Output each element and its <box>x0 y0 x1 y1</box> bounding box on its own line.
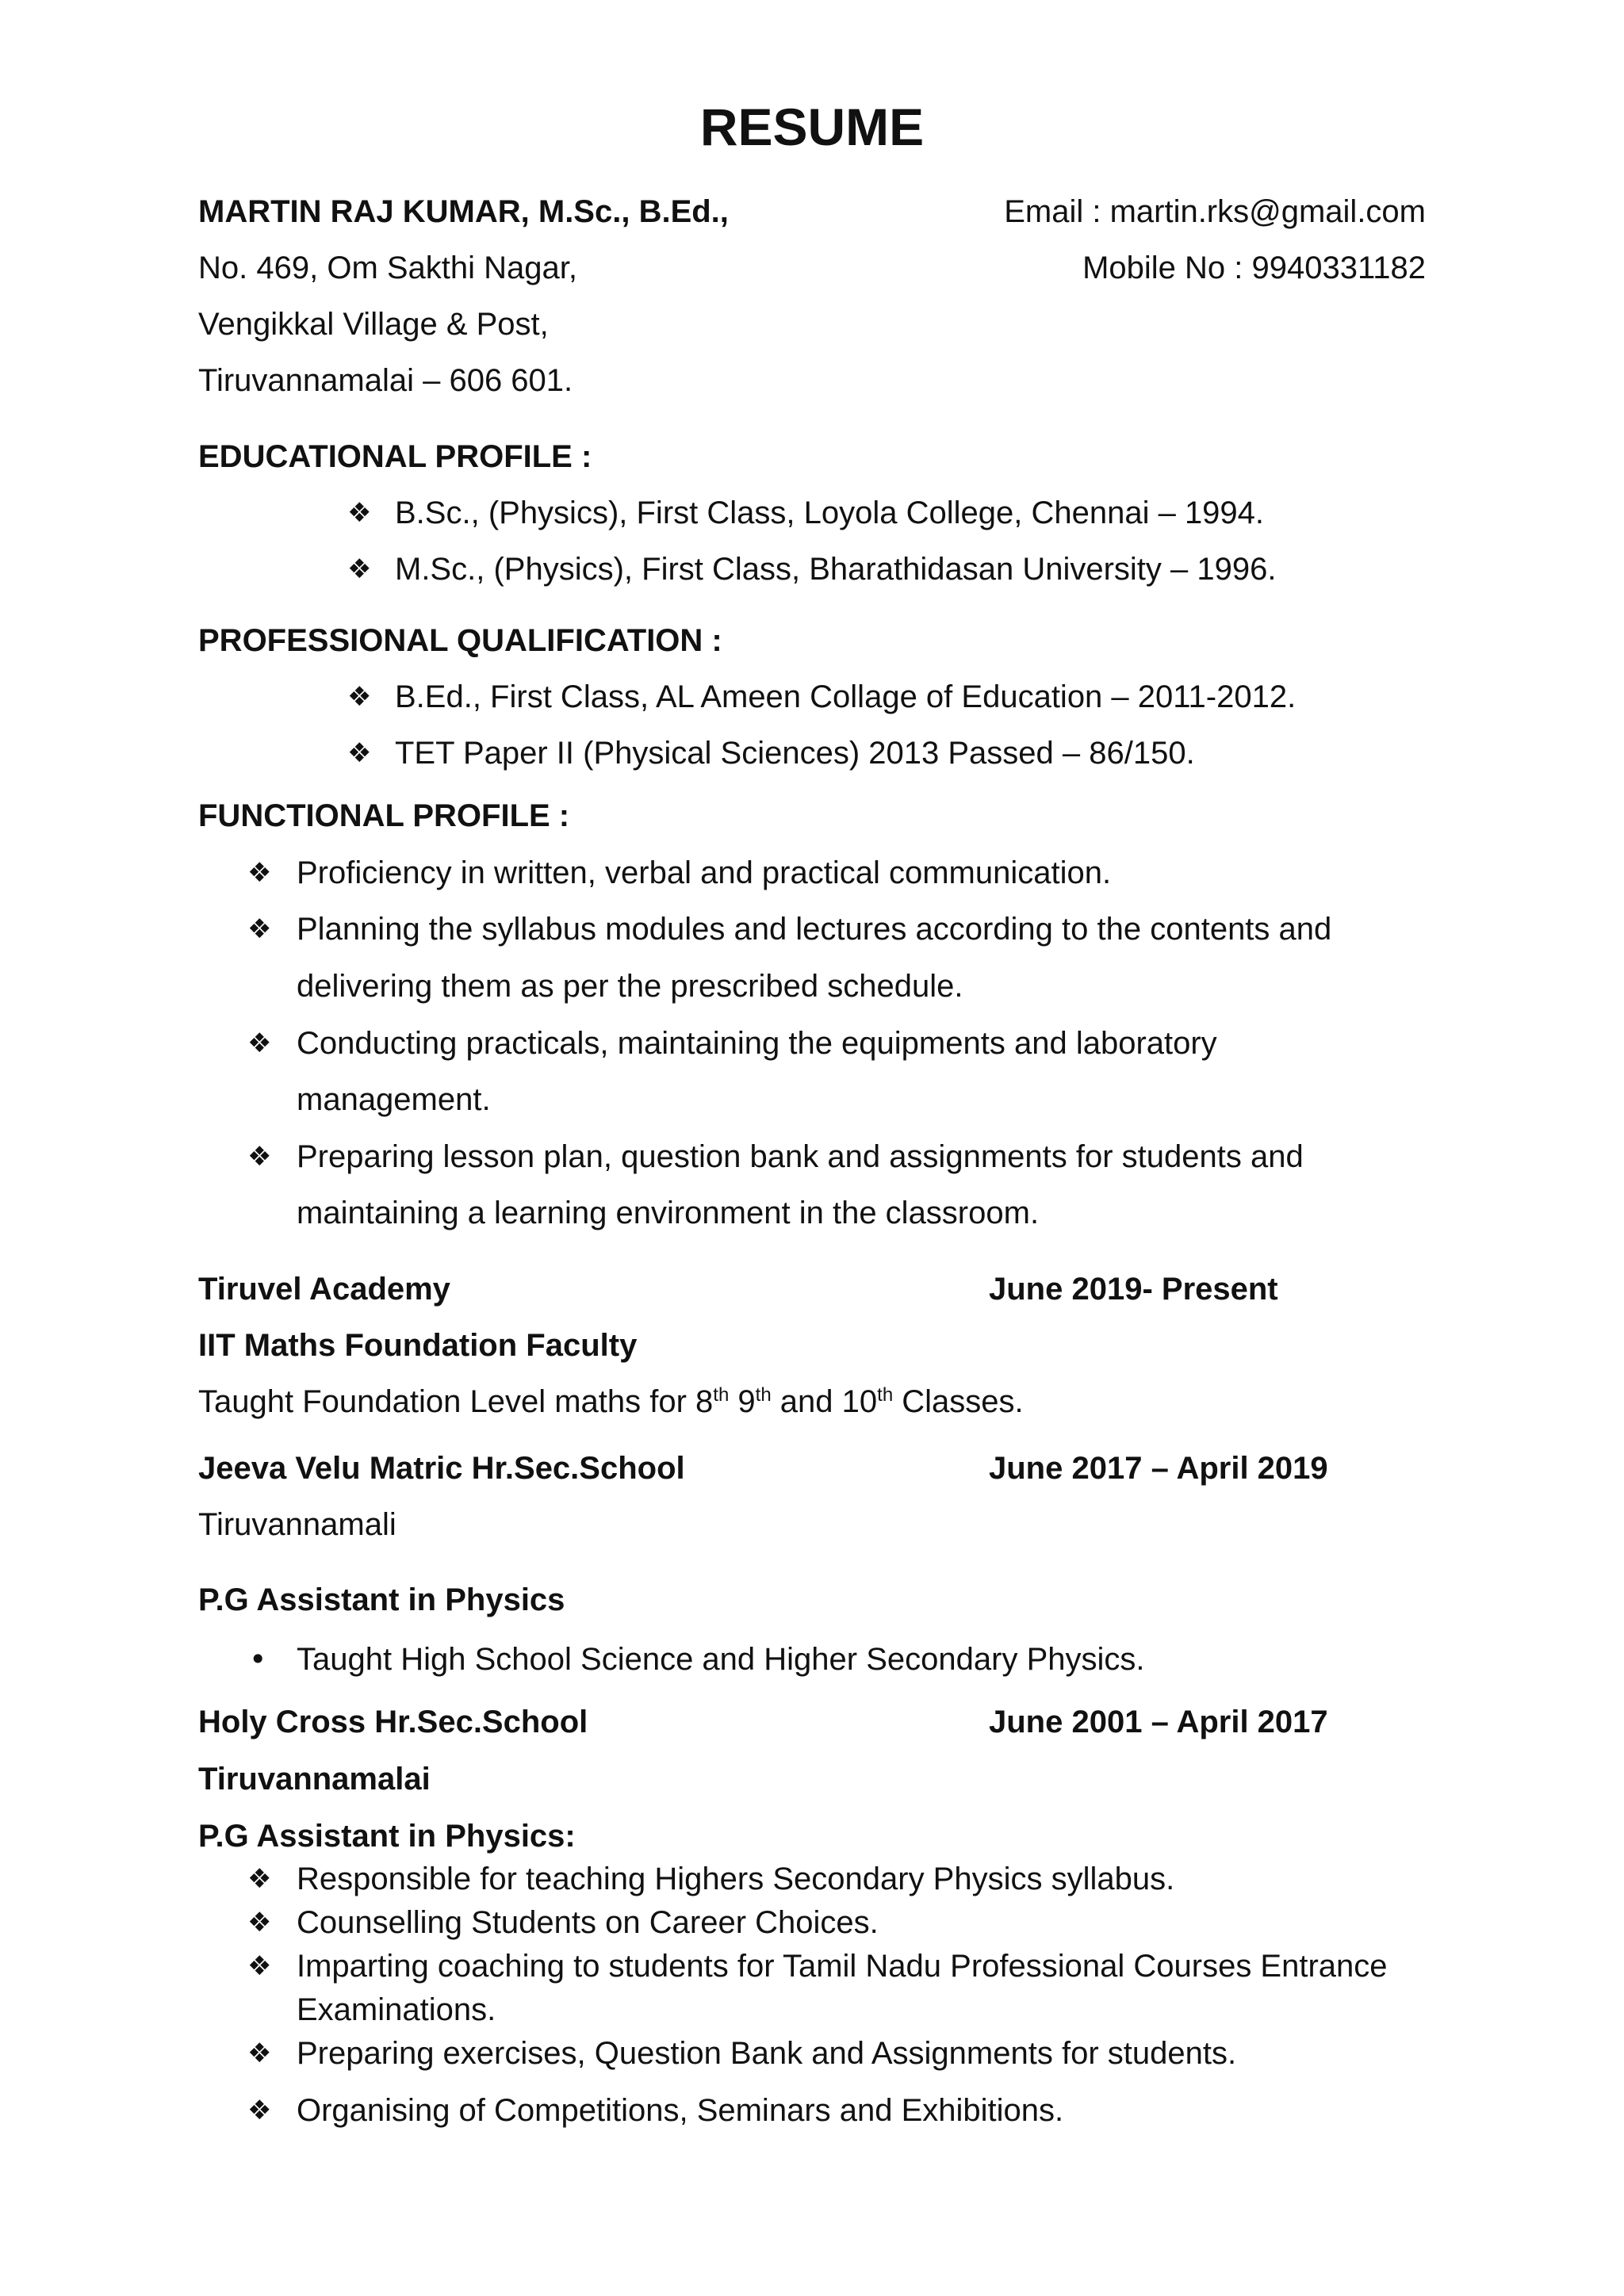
address-line-2: Vengikkal Village & Post, <box>198 307 549 342</box>
job-duty-item: Taught High School Science and Higher Secondary Physics. <box>297 1642 1145 1677</box>
bullet-diamond-icon: ❖ <box>247 913 272 945</box>
bullet-diamond-icon: ❖ <box>247 1950 272 1982</box>
job-description: Taught Foundation Level maths for 8th 9th and 10th Classes. <box>198 1384 1024 1419</box>
bullet-diamond-icon: ❖ <box>247 1141 272 1173</box>
address-line-1: No. 469, Om Sakthi Nagar, <box>198 251 578 285</box>
job-role: IIT Maths Foundation Faculty <box>198 1328 638 1363</box>
bullet-diamond-icon: ❖ <box>347 553 372 585</box>
bullet-diamond-icon: ❖ <box>247 1863 272 1895</box>
job-duty-item: Imparting coaching to students for Tamil Nadu Professional Courses Entrance <box>297 1949 1388 1984</box>
qualification-item: TET Paper II (Physical Sciences) 2013 Passed – 86/150. <box>395 736 1195 771</box>
employment-period: June 2001 – April 2017 <box>989 1705 1328 1739</box>
professional-heading: PROFESSIONAL QUALIFICATION : <box>198 623 722 658</box>
email-line: Email : martin.rks@gmail.com <box>1004 194 1426 229</box>
employment-period: June 2017 – April 2019 <box>989 1451 1328 1486</box>
mobile-line: Mobile No : 9940331182 <box>1082 251 1426 285</box>
job-role: P.G Assistant in Physics <box>198 1582 565 1617</box>
bullet-diamond-icon: ❖ <box>247 1027 272 1059</box>
bullet-diamond-icon: ❖ <box>347 737 372 769</box>
functional-item: Planning the syllabus modules and lectures according to the contents and <box>297 912 1332 947</box>
qualification-item: B.Ed., First Class, AL Ameen Collage of Education – 2011-2012. <box>395 679 1297 714</box>
bullet-diamond-icon: ❖ <box>347 497 372 529</box>
education-item: B.Sc., (Physics), First Class, Loyola College, Chennai – 1994. <box>395 496 1265 530</box>
education-item: M.Sc., (Physics), First Class, Bharathidasan University – 1996. <box>395 552 1277 587</box>
functional-heading: FUNCTIONAL PROFILE : <box>198 798 570 833</box>
bullet-diamond-icon: ❖ <box>247 2038 272 2069</box>
employer-location: Tiruvannamalai <box>198 1762 431 1797</box>
functional-item-continuation: delivering them as per the prescribed schedule. <box>297 969 963 1004</box>
functional-item: Preparing lesson plan, question bank and assignments for students and <box>297 1139 1304 1174</box>
employment-period: June 2019- Present <box>989 1272 1278 1307</box>
functional-item-continuation: maintaining a learning environment in the classroom. <box>297 1196 1040 1230</box>
educational-heading: EDUCATIONAL PROFILE : <box>198 439 592 474</box>
address-line-3: Tiruvannamalai – 606 601. <box>198 363 573 398</box>
job-duty-item: Preparing exercises, Question Bank and Assignments for students. <box>297 2036 1237 2071</box>
functional-item: Conducting practicals, maintaining the equipments and laboratory <box>297 1026 1217 1061</box>
employer-name: Tiruvel Academy <box>198 1272 450 1307</box>
job-duty-item-continuation: Examinations. <box>297 1992 496 2027</box>
job-role: P.G Assistant in Physics: <box>198 1819 576 1854</box>
candidate-name: MARTIN RAJ KUMAR, M.Sc., B.Ed., <box>198 194 729 229</box>
bullet-diamond-icon: ❖ <box>347 681 372 713</box>
bullet-diamond-icon: ❖ <box>247 1907 272 1938</box>
functional-item-continuation: management. <box>297 1082 491 1117</box>
job-duty-item: Responsible for teaching Highers Secondary Physics syllabus. <box>297 1862 1175 1896</box>
page-title: RESUME <box>699 98 925 156</box>
job-duty-item: Counselling Students on Career Choices. <box>297 1905 879 1940</box>
employer-name: Jeeva Velu Matric Hr.Sec.School <box>198 1451 685 1486</box>
bullet-dot-icon: • <box>249 1642 267 1677</box>
bullet-diamond-icon: ❖ <box>247 2095 272 2126</box>
bullet-diamond-icon: ❖ <box>247 857 272 889</box>
employer-location: Tiruvannamali <box>198 1507 396 1542</box>
employer-name: Holy Cross Hr.Sec.School <box>198 1705 588 1739</box>
functional-item: Proficiency in written, verbal and practical communication. <box>297 855 1112 890</box>
job-duty-item: Organising of Competitions, Seminars and Exhibitions. <box>297 2093 1064 2128</box>
